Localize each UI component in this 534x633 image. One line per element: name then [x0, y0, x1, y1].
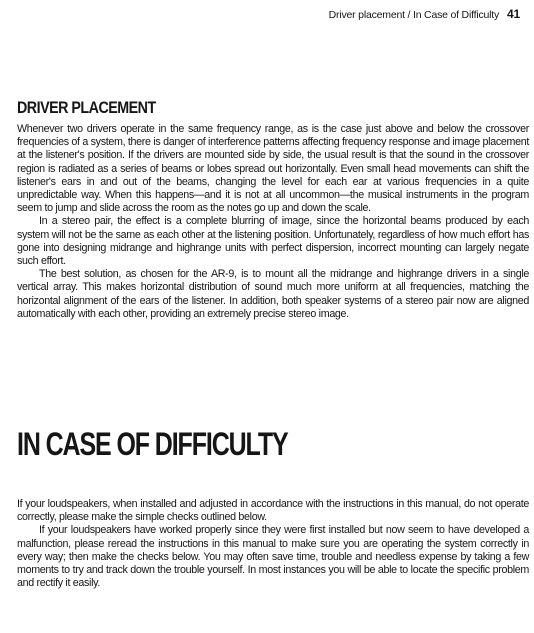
driver-placement-paragraph-1: Whenever two drivers operate in the same frequency range, as is the case just above and below the crossover frequencies of a system, there is danger of interference patterns affecting frequency response and image placement at the listener's position. If the drivers are mounted side by side, the usual result is that the sound in the crossover region is radiated as a series of beams or lobes spread out horizontally. Even small head movements can shift the listener's ears in and out of the beams, changing the level for each ear at various frequencies in a quite unpredictable way. When this happens—and it is not at all uncommon—the musical instruments in the program seem to jump and slide across the room as the notes go up and down the scale. — [17, 123, 529, 215]
in-case-of-difficulty-heading: IN CASE OF DIFFICULTY — [17, 426, 288, 462]
difficulty-paragraph-2: If your loudspeakers have worked properly since they were first installed but now seem to have developed a malfunction, please reread the instructions in this manual to make sure you are operating the system correctly in every way; then make the checks below. You may often save time, trouble and needless expense by taking a few moments to try and track down the trouble yourself. In most instances you will be able to locate the specific problem and rectify it easily. — [17, 524, 529, 590]
in-case-of-difficulty-body — [17, 498, 529, 590]
difficulty-paragraph-1: If your loudspeakers, when installed and adjusted in accordance with the instructions in this manual, do not operate correctly, please make the simple checks outlined below. — [17, 498, 529, 524]
driver-placement-heading: DRIVER PLACEMENT — [17, 98, 156, 117]
driver-placement-paragraph-3: The best solution, as chosen for the AR-9, is to mount all the midrange and highrange drivers in a single vertical array. This makes horizontal distribution of sound much more uniform at all frequencies, matching the horizontal alignment of the ears of the listener. In addition, both speaker systems of a stereo pair now are aligned automatically with each other, providing an extremely precise stereo image. — [17, 268, 529, 320]
running-header — [329, 7, 520, 21]
page-number: 41 — [507, 7, 520, 21]
driver-placement-paragraph-2: In a stereo pair, the effect is a complete blurring of image, since the horizontal beams produced by each system will not be the same as each other at the listening position. Unfortunately, regardless of how much effort has gone into designing midrange and highrange units with perfect dispersion, incorrect mounting can largely negate such effort. — [17, 215, 529, 268]
driver-placement-body — [17, 123, 529, 321]
running-title: Driver placement / In Case of Difficulty — [328, 9, 500, 21]
